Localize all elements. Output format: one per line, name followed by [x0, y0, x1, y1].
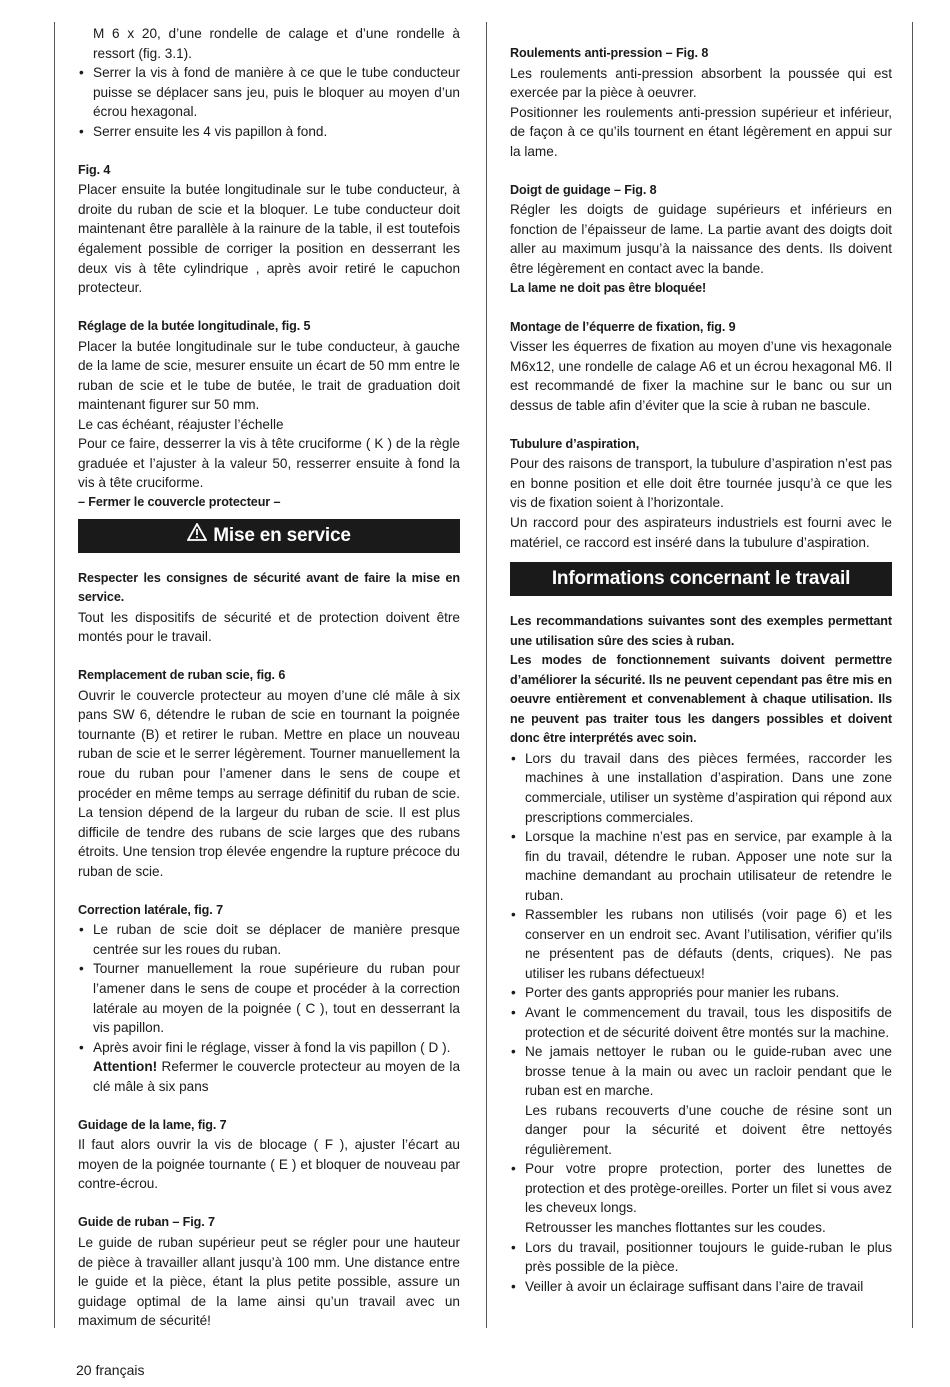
- fig8b-bold-note: La lame ne doit pas être bloquée!: [510, 280, 707, 295]
- aspiration-paragraph-2: Un raccord pour des aspirateurs industriels est fourni avec le matériel, ce raccord est inséré dans la tubulure d’aspiration.: [510, 514, 892, 550]
- left-column: [78, 24, 460, 1331]
- sleeves-note: Retrousser les manches flottantes sur les coudes.: [525, 1220, 826, 1236]
- fig6-heading: Remplacement de ruban scie, fig. 6: [78, 668, 286, 683]
- list-item: • Serrer la vis à fond de manière à ce que le tube conducteur puisse se déplacer sans jeu, puis le bloquer au moyen d’un écrou hexagonal.: [78, 63, 460, 122]
- work-bold-2: Les modes de fonctionnement suivants doivent permettre d’améliorer la sécurité. Ils ne peuvent cependant pas être mis en oeuvre entièrement et convenablement à chaque utilisation. Ils ne peuvent pas traiter tous les dangers possibles et doivent donc être interprétés avec soin.: [510, 653, 892, 746]
- fig8a-paragraph-1: Les roulements anti-pression absorbent la poussée qui est exercée par la pièce à oeuvrer.: [510, 65, 892, 101]
- fig6-paragraph: Ouvrir le couvercle protecteur au moyen d’une clé mâle à six pans SW 6, détendre le ruban de scie en tournant la poignée tournante (B) et retirer le ruban. Mettre en place un nouveau ruban de scie et le serrer légèrement. Tourner manuellement la roue du ruban pour l’amener dans le sens de coupe et procéder en même temps au serrage définitif du ruban de scie. La tension dépend de la largeur du ruban de scie. Il est plus difficile de tendre des rubans de scie larges que des rubans étroits. Une tension trop élevée engendre la rupture précoce du ruban de scie.: [78, 687, 460, 879]
- list-item: • Pour votre propre protection, porter des lunettes de protection et des protège-oreilles. Porter un filet si vous avez les cheveux longs.: [510, 1159, 892, 1218]
- attention-text: Refermer le couvercle protecteur au moyen de la clé mâle à six pans: [93, 1059, 460, 1094]
- work-bullet-list-3: [510, 1238, 892, 1297]
- fig4-paragraph: Placer ensuite la butée longitudinale sur le tube conducteur, à droite du ruban de scie et la bloquer. Le tube conducteur doit maintenant être parallèle à la rainure de la table, il est toutefois également possible de corriger la position en desserrant les deux vis à tête cylindrique , après avoir retiré le capuchon protecteur.: [78, 182, 460, 296]
- list-item: • Serrer ensuite les 4 vis papillon à fond.: [78, 122, 460, 142]
- attention-label: Attention!: [93, 1059, 158, 1075]
- warning-triangle-icon: [187, 519, 207, 553]
- list-item: • Avant le commencement du travail, tous les dispositifs de protection et de sécurité doivent être montés sur la machine.: [510, 1003, 892, 1042]
- list-item: • Lorsque la machine n’est pas en service, par example à la fin du travail, détendre le ruban. Apposer une note sur la machine demandant au prochain utilisateur de retendre le ruban.: [510, 827, 892, 905]
- safety-paragraph: Tout les dispositifs de sécurité et de protection doivent être montés pour le travail.: [78, 609, 460, 645]
- intro-continuation: M 6 x 20, d’une rondelle de calage et d’une rondelle à ressort (fig. 3.1).: [93, 26, 460, 61]
- fig8a-paragraph-2: Positionner les roulements anti-pression supérieur et inférieur, de façon à ce qu’ils tournent en étant légèrement en appui sur la lame.: [510, 104, 892, 159]
- aspiration-heading: Tubulure d’aspiration,: [510, 436, 640, 451]
- fig5-paragraph-1: Placer la butée longitudinale sur le tube conducteur, à gauche de la lame de scie, mesurer ensuite un écart de 50 mm entre le ruban de scie et le tube de butée, le trait de graduation doit maintenant figurer sur 50 mm.: [78, 338, 460, 413]
- fig7b-heading: Guidage de la lame, fig. 7: [78, 1117, 227, 1132]
- fig7c-paragraph: Le guide de ruban supérieur peut se régler pour une hauteur de pièce à travailler allant jusqu’à 100 mm. Une distance entre le guide et la pièce, étant la plus petite possible, assure un guidage optimal de la lame ainsi qu’un travail avec un maximum de sécurité!: [78, 1234, 460, 1329]
- list-item: • Après avoir fini le réglage, visser à fond la vis papillon ( D ).: [78, 1038, 460, 1058]
- left-margin-rule: [54, 22, 55, 1328]
- list-item: • Ne jamais nettoyer le ruban ou le guide-ruban avec une brosse tenue à la main ou avec un racloir pendant que le ruban est en marche.: [510, 1042, 892, 1101]
- list-item: • Rassembler les rubans non utilisés (voir page 6) et les conserver en un endroit sec. Avant l’utilisation, vérifier qu’ils ne présentent pas de défauts (dents, criques). Ne pas utiliser les rubans défectueux!: [510, 905, 892, 983]
- list-item: • Tourner manuellement la roue supérieure du ruban pour l’amener dans le sens de coupe et procéder à la correction latérale au moyen de la poignée ( C ), tout en desserrant la vis papillon.: [78, 959, 460, 1037]
- fig8b-paragraph: Régler les doigts de guidage supérieurs et inférieurs en fonction de l’épaisseur de lame. La partie avant des doigts doit aller au maximum jusqu’à la naissance des dents. Ils doivent être légèrement en contact avec la bande.: [510, 202, 892, 276]
- work-bold-1: Les recommandations suivantes sont des exemples permettant une utilisation sûre des scies à ruban.: [510, 614, 892, 648]
- page-footer: 20 français: [76, 1362, 145, 1378]
- list-item: • Porter des gants appropriés pour manier les rubans.: [510, 983, 892, 1003]
- fig7a-heading: Correction latérale, fig. 7: [78, 902, 223, 917]
- fig7a-bullet-list: [78, 920, 460, 1057]
- section-title: Informations concernant le travail: [551, 568, 851, 590]
- section-title: Mise en service: [213, 524, 351, 546]
- fig4-heading: Fig. 4: [78, 162, 111, 177]
- right-margin-rule: [912, 22, 913, 1328]
- resin-note: Les rubans recouverts d’une couche de résine sont un danger pour la sécurité et doivent être nettoyés régulièrement.: [525, 1102, 892, 1157]
- work-bullet-list-2: [510, 1159, 892, 1218]
- fig7b-paragraph: Il faut alors ouvrir la vis de blocage ( F ), ajuster l’écart au moyen de la poignée tournante ( E ) et bloquer de nouveau par contre-écrou.: [78, 1137, 460, 1192]
- safety-bold: Respecter les consignes de sécurité avant de faire la mise en service.: [78, 570, 460, 605]
- fig5-paragraph-3: Pour ce faire, desserrer la vis à tête cruciforme ( K ) de la règle graduée et l’ajuster à la valeur 50, resserrer ensuite à fond la vis à tête cruciforme.: [78, 436, 460, 491]
- intro-bullet-list: [78, 63, 460, 141]
- list-item: • Lors du travail, positionner toujours le guide-ruban le plus près possible de la pièce.: [510, 1238, 892, 1277]
- fig9-paragraph: Visser les équerres de fixation au moyen d’une vis hexagonale M6x12, une rondelle de calage A6 et un écrou hexagonal M6. Il est recommandé de fixer la machine sur le banc ou sur un dessus de table afin d’éviter que la scie à ruban ne bascule.: [510, 339, 892, 413]
- section-bar-informations-travail: [510, 562, 892, 596]
- fig7c-heading: Guide de ruban – Fig. 7: [78, 1215, 215, 1230]
- list-item: • Veiller à avoir un éclairage suffisant dans l’aire de travail: [510, 1277, 892, 1297]
- fig5-bold-note: – Fermer le couvercle protecteur –: [78, 495, 281, 510]
- list-item: • Lors du travail dans des pièces fermées, raccorder les machines à une installation d’aspiration. Dans une zone commerciale, utiliser un système d’aspiration qui répond aux prescriptions commerciales.: [510, 749, 892, 827]
- right-column: [510, 44, 892, 1296]
- fig8a-heading: Roulements anti-pression – Fig. 8: [510, 46, 709, 60]
- list-item: • Le ruban de scie doit se déplacer de manière presque centrée sur les roues du ruban.: [78, 920, 460, 959]
- work-bullet-list: [510, 749, 892, 1101]
- aspiration-paragraph-1: Pour des raisons de transport, la tubulure d’aspiration n’est pas en bonne position et elle doit être tournée jusqu’à ce que les vis de fixation soient à l’horizontale.: [510, 456, 892, 511]
- center-rule: [486, 22, 487, 1328]
- fig5-heading: Réglage de la butée longitudinale, fig. 5: [78, 319, 311, 334]
- section-bar-mise-en-service: [78, 519, 460, 553]
- fig5-paragraph-2: Le cas échéant, réajuster l’échelle: [78, 416, 284, 432]
- attention-note: [78, 1057, 460, 1096]
- fig8b-heading: Doigt de guidage – Fig. 8: [510, 182, 657, 197]
- fig9-heading: Montage de l’équerre de fixation, fig. 9: [510, 319, 736, 334]
